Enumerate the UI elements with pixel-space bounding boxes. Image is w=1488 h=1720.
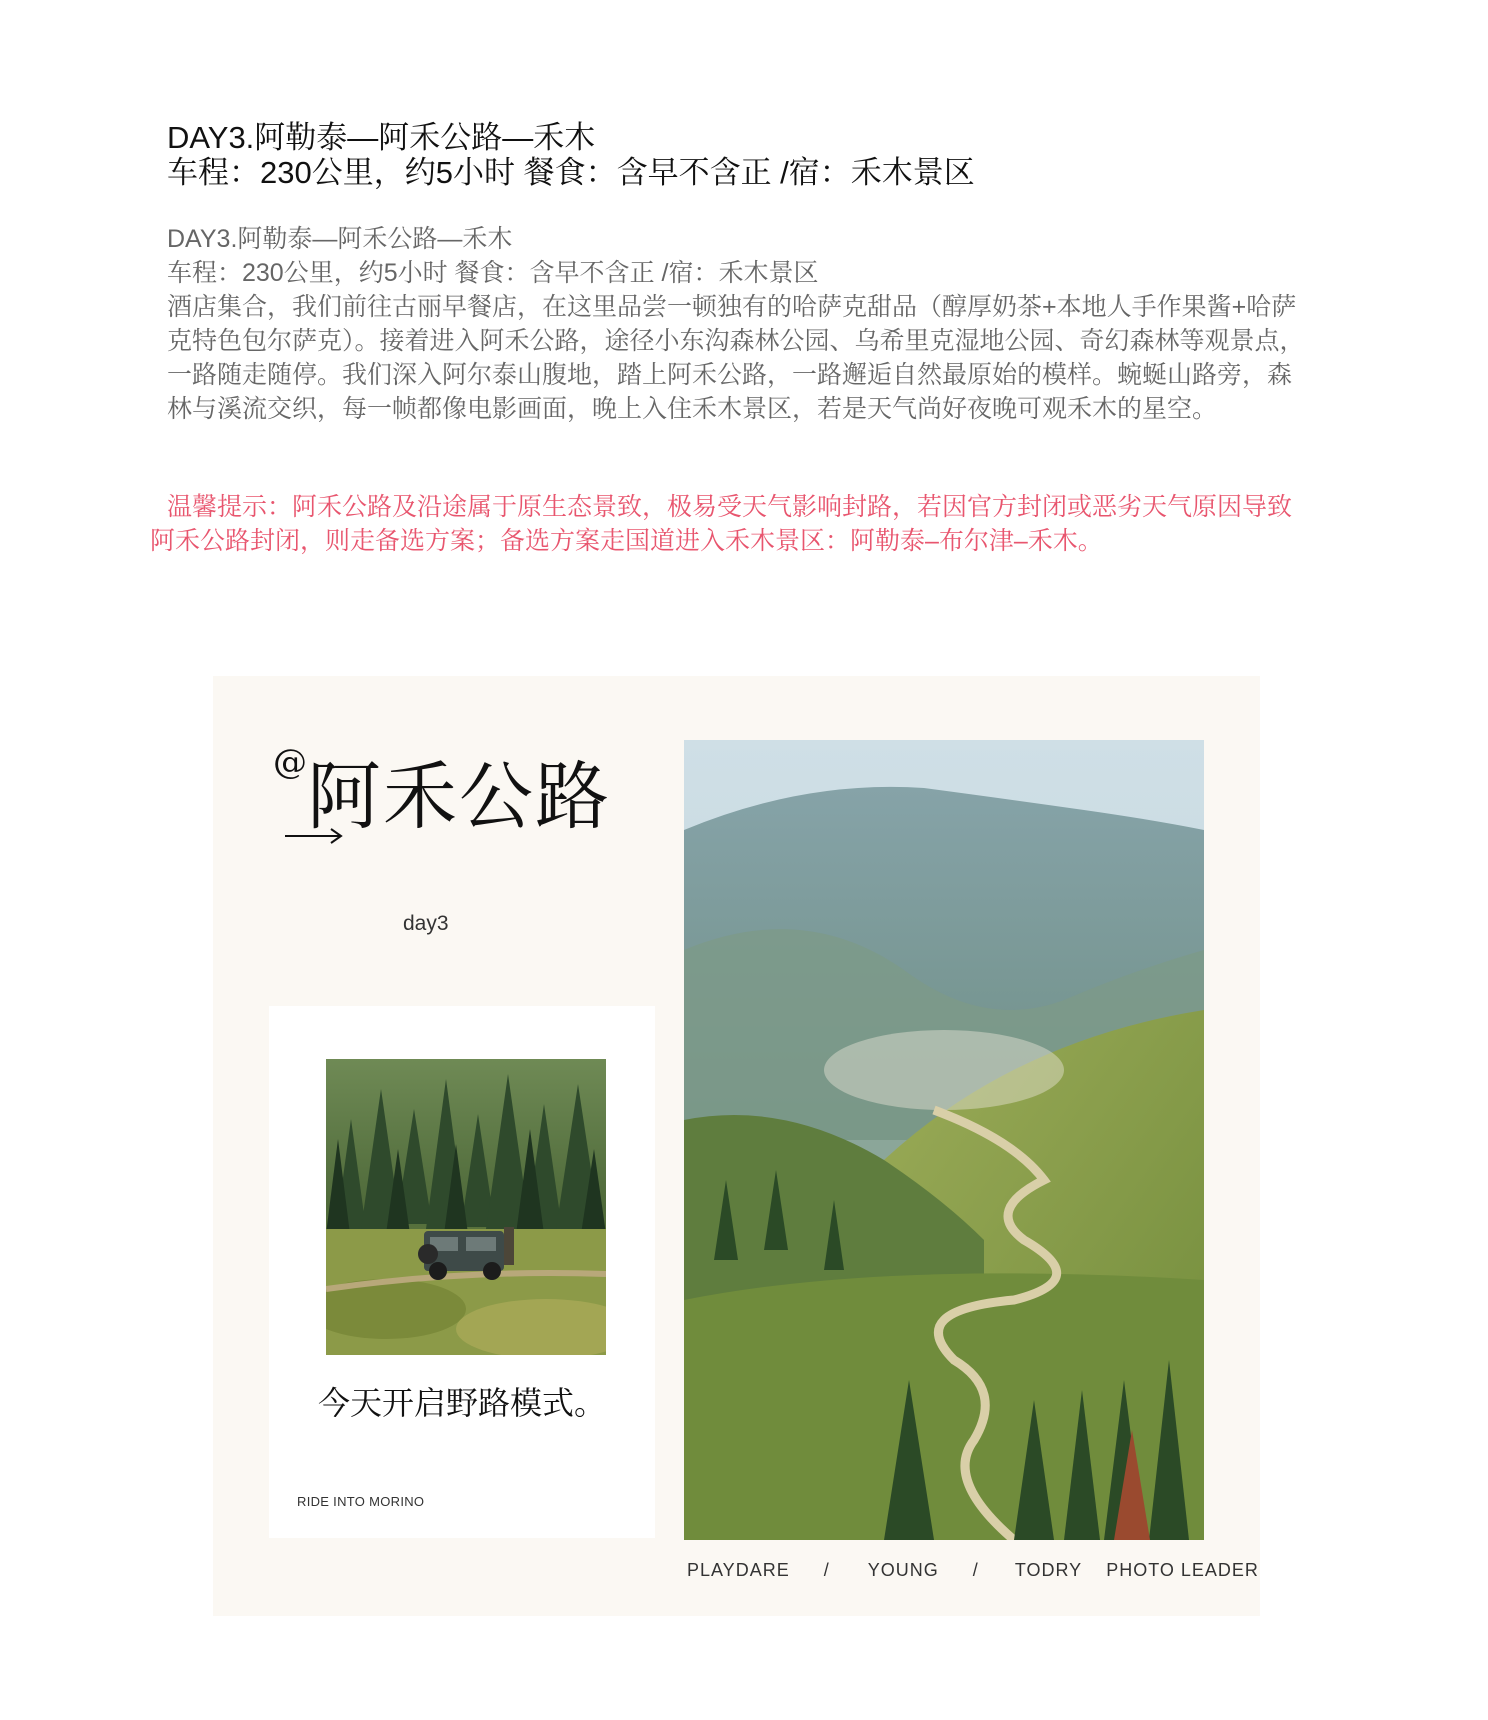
- at-symbol: @: [273, 742, 307, 782]
- day-title: DAY3.阿勒泰—阿禾公路—禾木: [167, 120, 596, 155]
- warm-tip: 温馨提示：阿禾公路及沿途属于原生态景致，极易受天气影响封路，若因官方封闭或恶劣天气原因导致阿禾公路封闭，则走备选方案；备选方案走国道进入禾木景区：阿勒泰–布尔津–禾木。: [150, 493, 1293, 555]
- card-tagline: RIDE INTO MORINO: [297, 1494, 425, 1509]
- day-header: [167, 120, 1367, 190]
- credit-playdare: PLAYDARE: [687, 1560, 790, 1580]
- itinerary-details: 酒店集合，我们前往古丽早餐店，在这里品尝一顿独有的哈萨克甜品（醇厚奶茶+本地人手作果酱+哈萨克特色包尔萨克）。接着进入阿禾公路，途径小东沟森林公园、乌希里克湿地公园、奇幻森林等观景点，一路随走随停。我们深入阿尔泰山腹地，踏上阿禾公路，一路邂逅自然最原始的模样。蜿蜒山路旁，森林与溪流交织，每一帧都像电影画面，晚上入住禾木景区，若是天气尚好夜晚可观禾木的星空。: [167, 293, 1305, 423]
- itinerary-description: [167, 222, 1307, 426]
- road-name: 阿禾公路: [307, 754, 611, 840]
- credit-todry: TODRY: [1014, 1560, 1083, 1580]
- jeep-forest-photo: [326, 1059, 606, 1355]
- credit-separator: /: [972, 1560, 979, 1580]
- arrow-right-icon: [285, 826, 343, 846]
- itinerary-summary: 车程：230公里，约5小时 餐食：含早不含正 /宿：禾木景区: [167, 259, 819, 287]
- inner-card: [269, 1006, 655, 1538]
- day-label: day3: [403, 912, 449, 935]
- card-slogan: 今天开启野路模式。: [317, 1384, 606, 1422]
- mountain-road-photo: [684, 740, 1204, 1540]
- photo-credits: [687, 1560, 1259, 1581]
- credit-separator: /: [823, 1560, 830, 1580]
- credit-young: YOUNG: [867, 1560, 939, 1580]
- credit-photo-leader: PHOTO LEADER: [1106, 1560, 1259, 1580]
- itinerary-route: DAY3.阿勒泰—阿禾公路—禾木: [167, 225, 513, 253]
- promo-card: [213, 676, 1260, 1616]
- day-summary: 车程：230公里，约5小时 餐食：含早不含正 /宿：禾木景区: [167, 155, 975, 190]
